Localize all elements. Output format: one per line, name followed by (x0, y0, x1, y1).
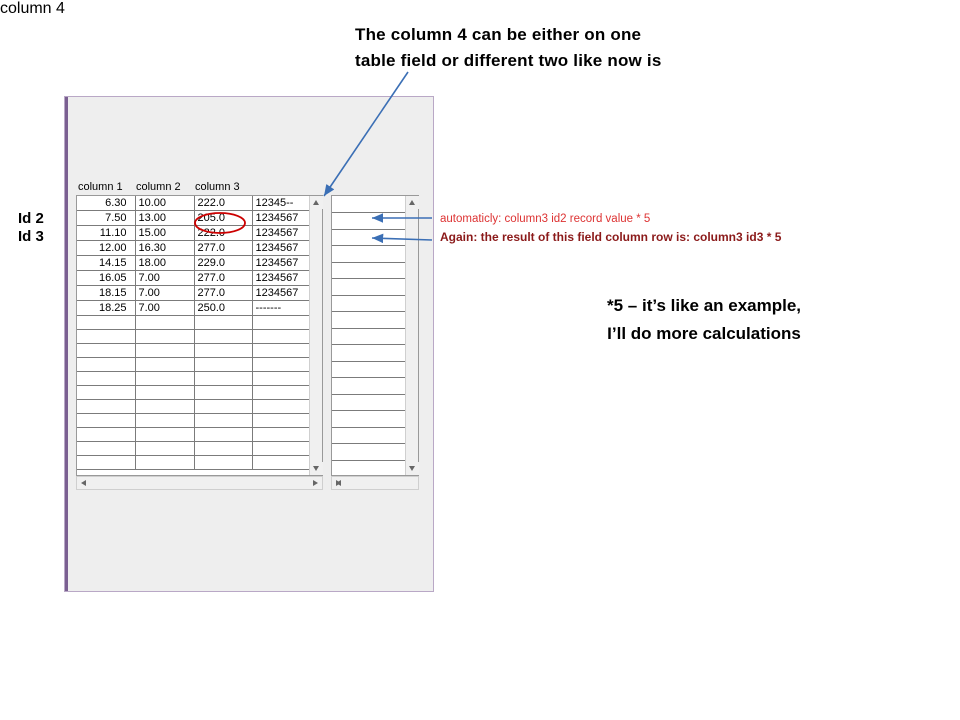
top-annotation-line1: The column 4 can be either on one (355, 25, 642, 44)
scroll-down-arrow-icon[interactable] (310, 462, 323, 475)
grid-vertical-scrollbar[interactable] (309, 196, 322, 475)
column4-cell[interactable] (332, 246, 405, 263)
column4-cell[interactable] (332, 361, 405, 378)
table-cell[interactable]: 14.15 (77, 256, 135, 271)
table-cell[interactable]: 1234567 (252, 241, 310, 256)
table-row[interactable] (77, 344, 310, 358)
column4-row[interactable] (332, 411, 405, 428)
column4-row[interactable] (332, 394, 405, 411)
table-cell[interactable]: 18.15 (77, 286, 135, 301)
column4-row[interactable] (332, 262, 405, 279)
column4-row[interactable] (332, 295, 405, 312)
table-cell[interactable] (252, 442, 310, 456)
scroll-left-arrow-icon[interactable] (77, 477, 90, 489)
table-cell[interactable] (77, 400, 135, 414)
column4-row[interactable] (332, 213, 405, 230)
id-label-2: Id 2 (18, 210, 44, 227)
table-row[interactable] (77, 271, 310, 286)
column4-row[interactable] (332, 229, 405, 246)
table-row[interactable] (77, 316, 310, 330)
id-label-3: Id 3 (18, 228, 44, 245)
id-labels (18, 210, 44, 246)
grid-column-headers (76, 181, 323, 195)
column4-row[interactable] (332, 246, 405, 263)
column4-cell[interactable] (332, 345, 405, 362)
table-cell[interactable]: 1234567 (252, 211, 310, 226)
table-cell[interactable]: 13.00 (135, 211, 194, 226)
table-cell[interactable] (135, 400, 194, 414)
scroll-up-arrow-icon[interactable] (310, 196, 323, 209)
table-cell[interactable]: ------- (252, 301, 310, 316)
table-cell[interactable] (135, 456, 194, 470)
table-cell[interactable]: 6.30 (77, 196, 135, 211)
column4-row[interactable] (332, 312, 405, 329)
table-cell[interactable] (252, 428, 310, 442)
column4-row[interactable] (332, 345, 405, 362)
table-cell[interactable] (135, 442, 194, 456)
data-grid[interactable] (76, 195, 323, 476)
table-cell[interactable] (77, 358, 135, 372)
column4-cell[interactable] (332, 444, 405, 461)
table-row[interactable] (77, 456, 310, 470)
table-cell[interactable]: 16.30 (135, 241, 194, 256)
table-cell[interactable]: 277.0 (194, 271, 252, 286)
table-row[interactable] (77, 241, 310, 256)
table-cell[interactable]: 7.00 (135, 301, 194, 316)
table-cell[interactable] (135, 344, 194, 358)
table-cell[interactable]: 16.05 (77, 271, 135, 286)
table-cell[interactable] (252, 414, 310, 428)
column4-scroll-up-arrow-icon[interactable] (406, 196, 419, 209)
table-row[interactable] (77, 414, 310, 428)
window-left-accent-bar (65, 97, 68, 591)
table-row[interactable] (77, 372, 310, 386)
table-cell[interactable] (135, 414, 194, 428)
red-annotation-1: automaticly: column3 id2 record value * 5 (440, 213, 651, 225)
table-cell[interactable] (194, 386, 252, 400)
table-cell[interactable] (77, 386, 135, 400)
table-cell[interactable] (194, 400, 252, 414)
star-annotation-line1: *5 – it’s like an example, (607, 296, 802, 315)
table-cell[interactable] (252, 358, 310, 372)
table-cell[interactable] (194, 442, 252, 456)
table-cell[interactable]: 277.0 (194, 241, 252, 256)
table-cell[interactable]: 18.00 (135, 256, 194, 271)
column4-row[interactable] (332, 361, 405, 378)
table-cell[interactable] (135, 358, 194, 372)
column4-horizontal-scrollbar[interactable] (331, 476, 419, 490)
column-header-1: column 1 (78, 181, 123, 193)
column4-row[interactable] (332, 378, 405, 395)
column4-vertical-scrollbar[interactable] (405, 196, 418, 475)
table-row[interactable] (77, 400, 310, 414)
table-cell[interactable] (77, 414, 135, 428)
star-annotation-line2: I’ll do more calculations (607, 324, 801, 343)
data-grid-table (77, 196, 310, 470)
red-annotation-2: Again: the result of this field column row is: column3 id3 * 5 (440, 230, 782, 244)
column4-cell[interactable] (332, 279, 405, 296)
column-header-2: column 2 (136, 181, 181, 193)
column4-row[interactable] (332, 279, 405, 296)
column4-row[interactable] (332, 427, 405, 444)
table-cell[interactable] (252, 344, 310, 358)
column4-cell[interactable] (332, 295, 405, 312)
table-row[interactable] (77, 330, 310, 344)
table-cell[interactable]: 1234567 (252, 271, 310, 286)
column-header-3: column 3 (195, 181, 240, 193)
top-annotation (355, 22, 661, 74)
table-cell[interactable] (77, 316, 135, 330)
table-cell[interactable] (194, 316, 252, 330)
column4-row[interactable] (332, 444, 405, 461)
column4-cell[interactable] (332, 312, 405, 329)
table-cell[interactable]: 10.00 (135, 196, 194, 211)
table-row[interactable] (77, 428, 310, 442)
table-cell[interactable] (135, 316, 194, 330)
table-row[interactable] (77, 211, 310, 226)
table-cell[interactable] (252, 386, 310, 400)
table-cell[interactable] (135, 428, 194, 442)
table-cell[interactable]: 1234567 (252, 226, 310, 241)
table-cell[interactable]: 7.50 (77, 211, 135, 226)
table-cell[interactable] (194, 414, 252, 428)
table-cell[interactable] (252, 400, 310, 414)
column4-cell[interactable] (332, 196, 405, 213)
column4-cell[interactable] (332, 229, 405, 246)
column4-grid[interactable] (331, 195, 419, 476)
table-cell[interactable]: 229.0 (194, 256, 252, 271)
table-row[interactable] (77, 256, 310, 271)
column4-grid-table (332, 196, 405, 461)
table-cell[interactable]: 11.10 (77, 226, 135, 241)
table-cell[interactable] (252, 456, 310, 470)
table-row[interactable] (77, 442, 310, 456)
table-cell[interactable] (194, 358, 252, 372)
table-cell[interactable] (77, 372, 135, 386)
table-cell[interactable]: 7.00 (135, 286, 194, 301)
table-row[interactable] (77, 226, 310, 241)
table-row[interactable] (77, 196, 310, 211)
column4-cell[interactable] (332, 394, 405, 411)
column4-row[interactable] (332, 196, 405, 213)
table-cell[interactable]: 222.0 (194, 196, 252, 211)
table-cell[interactable] (194, 456, 252, 470)
table-cell[interactable] (135, 386, 194, 400)
table-cell[interactable]: 12345-- (252, 196, 310, 211)
star-annotation (607, 292, 801, 348)
column4-cell[interactable] (332, 411, 405, 428)
table-cell[interactable] (77, 428, 135, 442)
table-cell[interactable] (77, 330, 135, 344)
table-cell[interactable] (135, 372, 194, 386)
column4-scroll-down-arrow-icon[interactable] (406, 462, 419, 475)
table-cell[interactable] (252, 330, 310, 344)
table-cell[interactable] (77, 344, 135, 358)
table-cell[interactable]: 1234567 (252, 286, 310, 301)
column4-header: column 4 (0, 0, 65, 17)
table-cell[interactable]: 15.00 (135, 226, 194, 241)
table-cell[interactable] (252, 372, 310, 386)
table-row[interactable] (77, 301, 310, 316)
table-cell[interactable]: 18.25 (77, 301, 135, 316)
table-cell[interactable] (194, 428, 252, 442)
table-cell[interactable] (77, 442, 135, 456)
table-cell[interactable] (252, 316, 310, 330)
table-cell[interactable] (135, 330, 194, 344)
table-cell[interactable]: 7.00 (135, 271, 194, 286)
table-row[interactable] (77, 286, 310, 301)
scroll-right-arrow-icon[interactable] (309, 477, 322, 489)
table-cell[interactable]: 250.0 (194, 301, 252, 316)
table-cell[interactable]: 205.0 (194, 211, 252, 226)
column4-row[interactable] (332, 328, 405, 345)
table-cell[interactable] (194, 344, 252, 358)
table-cell[interactable] (194, 330, 252, 344)
column4-cell[interactable] (332, 328, 405, 345)
table-cell[interactable]: 222.0 (194, 226, 252, 241)
table-cell[interactable]: 1234567 (252, 256, 310, 271)
table-cell[interactable] (194, 372, 252, 386)
column4-cell[interactable] (332, 378, 405, 395)
table-cell[interactable]: 12.00 (77, 241, 135, 256)
column4-cell[interactable] (332, 262, 405, 279)
column4-cell[interactable] (332, 213, 405, 230)
table-cell[interactable]: 277.0 (194, 286, 252, 301)
table-row[interactable] (77, 358, 310, 372)
table-row[interactable] (77, 386, 310, 400)
table-cell[interactable] (77, 456, 135, 470)
top-annotation-line2: table field or different two like now is (355, 51, 662, 70)
column4-cell[interactable] (332, 427, 405, 444)
grid-horizontal-scrollbar[interactable] (76, 476, 323, 490)
